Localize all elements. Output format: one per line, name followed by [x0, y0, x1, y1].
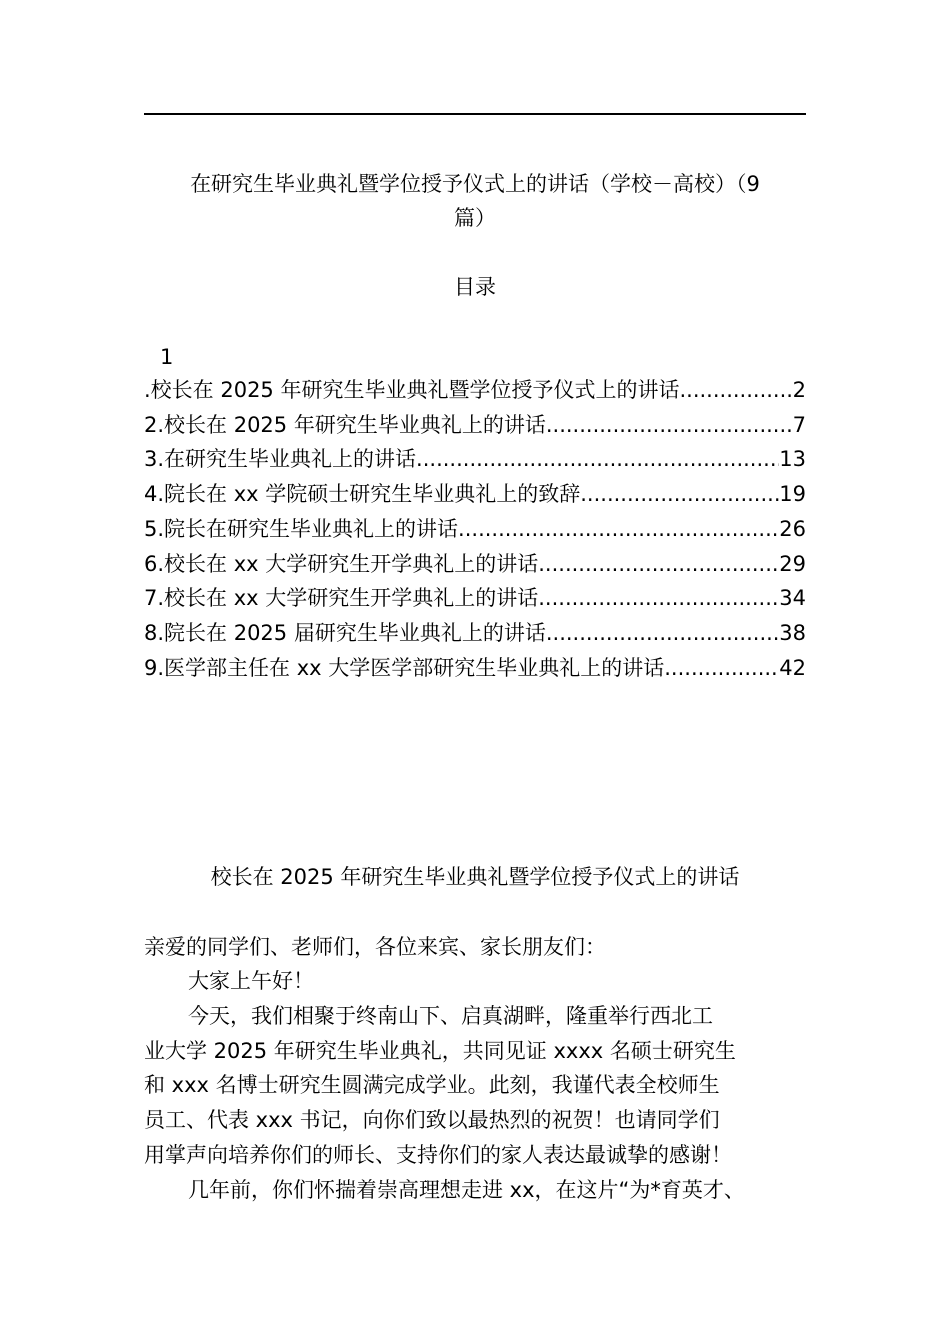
toc-dot-leader	[546, 408, 793, 442]
toc-entry-text: 7.校长在 xx 大学研究生开学典礼上的讲话	[144, 586, 539, 611]
toc-heading: 目录	[454, 275, 496, 299]
toc-entry-text: 8.院长在 2025 届研究生毕业典礼上的讲话	[144, 620, 546, 645]
header-rule	[144, 113, 806, 115]
toc-entry-page: 29	[779, 551, 806, 576]
toc-dot-leader	[416, 442, 779, 476]
toc-entry-text: 5.院长在研究生毕业典礼上的讲话	[144, 516, 459, 541]
toc-dot-leader	[538, 581, 779, 615]
document-title-line-1: 在研究生毕业典礼暨学位授予仪式上的讲话（学校－高校）（9	[190, 172, 760, 196]
toc-entry[interactable]	[144, 477, 806, 511]
toc-entry[interactable]	[144, 581, 806, 615]
toc-dot-leader	[458, 512, 779, 546]
body-line: 用掌声向培养你们的师长、支持你们的家人表达最诚挚的感谢！	[144, 1143, 732, 1167]
body-line: 今天，我们相聚于终南山下、启真湖畔，隆重举行西北工	[188, 1004, 713, 1028]
toc-entry-page: 34	[779, 586, 806, 611]
toc-first-number: 1	[160, 345, 174, 369]
toc-dot-leader	[538, 547, 779, 581]
toc-entry[interactable]	[144, 442, 806, 476]
toc-entry-page: 19	[779, 482, 806, 507]
toc-entry[interactable]	[144, 408, 806, 442]
toc-entry-page: 42	[779, 655, 806, 680]
toc-entry-text: 6.校长在 xx 大学研究生开学典礼上的讲话	[144, 551, 539, 576]
body-line: 业大学 2025 年研究生毕业典礼，共同见证 xxxx 名硕士研究生	[144, 1039, 736, 1063]
body-line: 和 xxx 名博士研究生圆满完成学业。此刻，我谨代表全校师生	[144, 1073, 720, 1097]
toc-entry[interactable]	[144, 373, 806, 407]
toc-entry[interactable]	[144, 651, 806, 685]
body-line: 员工、代表 xxx 书记，向你们致以最热烈的祝贺！也请同学们	[144, 1108, 720, 1132]
toc-entry-text: 2.校长在 2025 年研究生毕业典礼上的讲话	[144, 412, 546, 437]
body-line: 亲爱的同学们、老师们，各位来宾、家长朋友们：	[144, 935, 606, 959]
toc-dot-leader	[580, 477, 779, 511]
toc-entry[interactable]	[144, 512, 806, 546]
toc-dot-leader	[664, 651, 779, 685]
toc-entry-page: 38	[779, 620, 806, 645]
toc-entry-text: 4.院长在 xx 学院硕士研究生毕业典礼上的致辞	[144, 482, 581, 507]
section-title: 校长在 2025 年研究生毕业典礼暨学位授予仪式上的讲话	[210, 865, 740, 889]
toc-entry-page: 7	[792, 412, 806, 437]
toc-entry-text: 3.在研究生毕业典礼上的讲话	[144, 447, 417, 472]
toc-entry-text: .校长在 2025 年研究生毕业典礼暨学位授予仪式上的讲话	[144, 378, 680, 402]
toc-dot-leader	[546, 616, 779, 650]
toc-entry-page: 2	[792, 378, 806, 402]
toc-dot-leader	[679, 373, 792, 407]
toc-entry[interactable]	[144, 547, 806, 581]
toc-entry-page: 26	[779, 516, 806, 541]
body-line: 大家上午好！	[188, 969, 314, 993]
document-title-line-2: 篇）	[454, 206, 496, 230]
body-line: 几年前，你们怀揣着崇高理想走进 xx，在这片“为*育英才、	[188, 1178, 745, 1202]
toc-entry-text: 9.医学部主任在 xx 大学医学部研究生毕业典礼上的讲话	[144, 655, 665, 680]
toc-entry-page: 13	[779, 447, 806, 472]
toc-entry[interactable]	[144, 616, 806, 650]
